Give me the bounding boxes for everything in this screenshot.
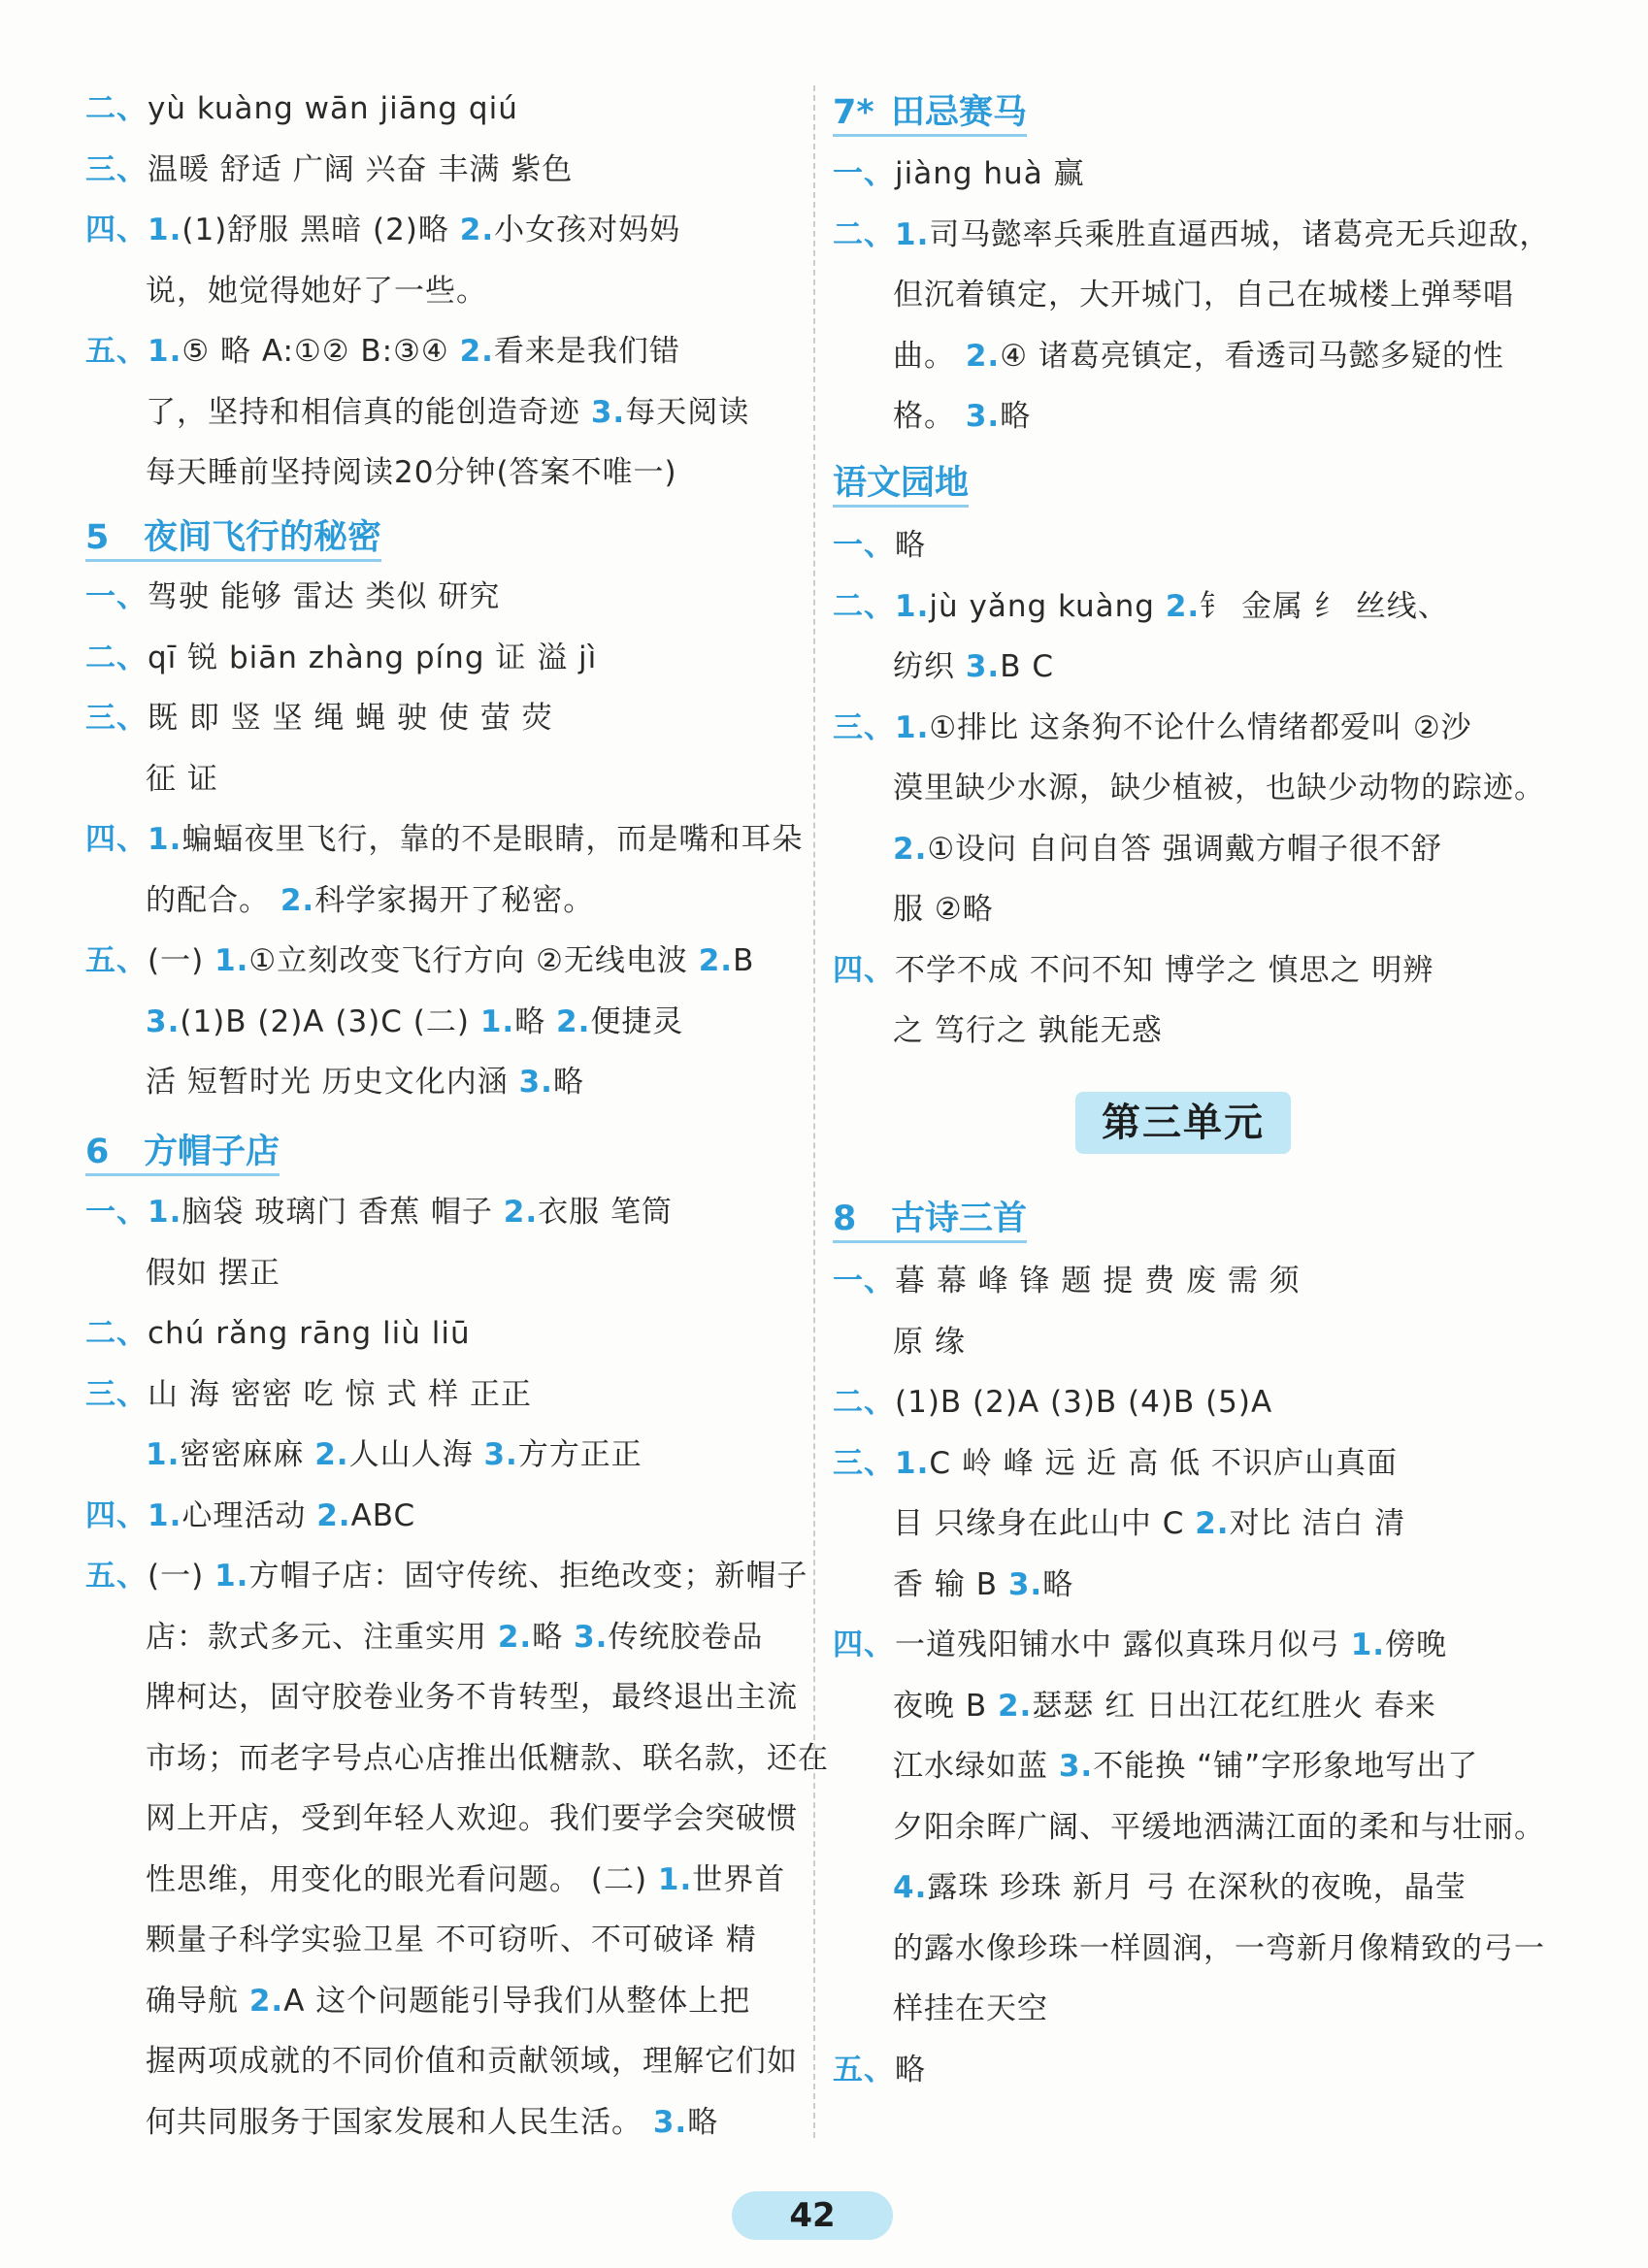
answer-line	[833, 1260, 1301, 1302]
answer-text: 原 缘	[893, 1324, 966, 1360]
lesson-title: 方帽子店	[144, 1133, 280, 1171]
item-marker: 3.	[574, 1619, 609, 1655]
answer-text: 略	[895, 528, 926, 563]
item-marker: 二、1.	[833, 588, 930, 624]
item-marker: 一、	[833, 156, 895, 191]
item-marker: 1.	[146, 1437, 181, 1472]
item-marker: 三、	[85, 701, 148, 736]
lesson-title: 古诗三首	[891, 1200, 1028, 1238]
item-marker: 三、1.	[833, 709, 930, 745]
answer-text: 不学不成 不问不知 博学之 慎思之 明辨	[895, 952, 1434, 988]
item-marker: 1.	[657, 1861, 693, 1897]
item-marker: 1.	[479, 1003, 515, 1039]
item-marker: 一、	[833, 1264, 895, 1298]
lesson-heading-text	[833, 464, 969, 508]
answer-line	[833, 152, 1085, 195]
item-marker: 2.	[1165, 588, 1201, 624]
item-marker: 4.	[893, 1870, 928, 1905]
answer-line	[833, 949, 1434, 992]
answer-line	[146, 451, 677, 494]
answer-line	[85, 1191, 673, 1233]
answer-text: 的露水像珍珠一样圆润，一弯新月像精致的弓一	[893, 1930, 1545, 1966]
answer-line	[85, 818, 803, 861]
answer-line	[893, 335, 1504, 378]
answer-text: 颗量子科学实验卫星 不可窃听、不可破译 精	[146, 1923, 757, 1957]
answer-text: 目 只缘身在此山中 C	[893, 1506, 1185, 1541]
item-marker: 2.	[316, 1497, 351, 1533]
answer-text: 小女孩对妈妈	[494, 213, 681, 247]
answer-line	[146, 1001, 683, 1043]
answer-text: 之 笃行之 孰能无惑	[893, 1013, 1163, 1048]
answer-text: (一)	[148, 943, 205, 978]
answer-text: 看来是我们错	[493, 334, 680, 369]
answer-text: 蝙蝠夜里飞行，靠的不是眼睛，而是嘴和耳朵	[181, 822, 804, 857]
item-marker: 3.	[965, 649, 1001, 684]
answer-text: 格。	[893, 399, 955, 434]
item-marker: 2.	[1195, 1506, 1230, 1541]
lesson-heading-text	[833, 93, 1027, 137]
answer-text: 传统胶卷品	[608, 1619, 764, 1655]
item-marker: 五、	[85, 1559, 148, 1594]
answer-text: 露珠 珍珠 新月 弓 在深秋的夜晚，晶莹	[927, 1870, 1467, 1905]
answer-text: (1)B (2)A (3)C (二)	[180, 1003, 470, 1039]
answer-text: 了，坚持和相信真的能创造奇迹	[146, 394, 580, 430]
answer-text: 暮 幕 峰 锋 题 提 费 废 需 须	[895, 1264, 1301, 1298]
unit-heading: 第三单元	[1075, 1092, 1291, 1154]
answer-line	[893, 1745, 1478, 1788]
item-marker: 二、	[833, 1385, 895, 1420]
answer-text: (1)舒服 黑暗 (2)略	[181, 213, 449, 247]
answer-text: 香 输 B	[893, 1566, 998, 1602]
answer-text: yù kuàng wān jiāng qiú	[148, 91, 518, 126]
answer-line	[146, 1433, 643, 1476]
answer-line	[146, 391, 749, 434]
item-marker: 1.	[214, 1559, 249, 1594]
answer-text: 瑟瑟 红 日出江花红胜火 春来	[1032, 1688, 1436, 1724]
answer-text: 江水绿如蓝	[893, 1749, 1048, 1784]
answer-text: 脑袋 玻璃门 香蕉 帽子	[181, 1195, 493, 1230]
answer-text: 方方正正	[517, 1437, 643, 1472]
answer-line	[893, 1927, 1545, 1970]
answer-line	[146, 1737, 829, 1780]
answer-line	[85, 1495, 415, 1537]
answer-line	[893, 1866, 1467, 1909]
answer-line	[893, 767, 1545, 809]
page-number: 42	[732, 2191, 893, 2240]
answer-text: qī 锐 biān zhàng píng 证 溢 jì	[148, 640, 598, 675]
answer-line	[85, 330, 680, 373]
lesson-heading	[833, 1196, 1027, 1242]
answer-text: A 这个问题能引导我们从整体上把	[283, 1983, 751, 2019]
answer-text: jù yǎng kuàng	[929, 588, 1155, 624]
item-marker: 一、	[85, 579, 148, 614]
answer-line	[85, 637, 597, 679]
answer-text: 漠里缺少水源，缺少植被，也缺少动物的踪迹。	[893, 771, 1545, 805]
answer-text: 温暖 舒适 广阔 兴奋 丰满 紫色	[148, 151, 574, 187]
item-marker: 一、	[833, 528, 895, 563]
item-marker: 2.	[893, 831, 928, 867]
item-marker: 2.	[698, 943, 734, 978]
item-marker: 1.	[214, 943, 249, 978]
answer-line	[833, 585, 1449, 628]
answer-line	[85, 1555, 808, 1597]
answer-line	[146, 1676, 798, 1719]
lesson-title: 夜间飞行的秘密	[144, 518, 382, 557]
answer-text: 确导航	[146, 1983, 239, 2019]
answer-line	[146, 2101, 718, 2144]
item-marker: 2.	[997, 1688, 1033, 1724]
item-marker: 2.	[248, 1983, 284, 2019]
answer-line	[833, 2049, 926, 2091]
answer-line	[833, 214, 1550, 256]
answer-line	[146, 270, 487, 312]
answer-line	[146, 1252, 280, 1295]
answer-text: 纺织	[893, 649, 955, 684]
answer-text: 征 证	[146, 761, 218, 797]
answer-text: 方帽子店：固守传统、拒绝改变；新帽子	[248, 1559, 808, 1594]
item-marker: 1.	[1350, 1627, 1386, 1662]
item-marker: 二、	[85, 91, 148, 126]
item-marker: 二、	[85, 640, 148, 675]
item-marker: 五、	[85, 943, 148, 978]
column-divider	[813, 85, 815, 2138]
item-marker: 四、	[833, 1627, 895, 1662]
item-marker: 2.	[497, 1619, 533, 1655]
answer-line	[85, 575, 500, 618]
answer-line	[893, 395, 1031, 438]
item-marker: 3.	[652, 2104, 688, 2140]
answer-text: 握两项成就的不同价值和贡献领域，理解它们如	[146, 2044, 798, 2079]
item-marker: 2.	[556, 1003, 591, 1039]
answer-text: 略	[687, 2104, 719, 2140]
item-marker: 3.	[146, 1003, 181, 1039]
item-marker: 3.	[1058, 1749, 1094, 1784]
answer-line	[146, 1919, 757, 1961]
item-marker: 3.	[1007, 1566, 1043, 1602]
answer-text: 性思维，用变化的眼光看问题。 (二)	[146, 1861, 648, 1897]
answer-text: 心理活动	[181, 1497, 307, 1533]
item-marker: 2.	[314, 1437, 349, 1472]
answer-line	[893, 1009, 1163, 1052]
answer-text: 略	[514, 1003, 546, 1039]
answer-line	[85, 87, 518, 130]
answer-line	[85, 148, 573, 191]
answer-text: ④ 诸葛亮镇定，看透司马懿多疑的性	[1000, 338, 1504, 374]
answer-text: (1)B (2)A (3)B (4)B (5)A	[895, 1385, 1273, 1420]
item-marker: 2.	[459, 213, 495, 247]
answer-line	[833, 1381, 1272, 1424]
lesson-heading-text	[85, 1133, 280, 1176]
answer-line	[146, 1616, 763, 1659]
item-marker: 五、1.	[85, 334, 182, 369]
answer-text: 略	[895, 2052, 926, 2087]
answer-line	[146, 2040, 798, 2083]
lesson-number: 5	[85, 518, 110, 557]
item-marker: 五、	[833, 2052, 895, 2087]
answer-line	[893, 1563, 1073, 1606]
answer-text: 人山人海	[348, 1437, 474, 1472]
item-marker: 三、1.	[833, 1445, 930, 1481]
answer-line	[146, 758, 218, 801]
answer-line	[893, 888, 994, 931]
answer-text: 店：款式多元、注重实用	[146, 1619, 487, 1655]
answer-text: 略	[532, 1619, 564, 1655]
answer-line	[893, 274, 1514, 316]
answer-text: 傍晚	[1385, 1627, 1448, 1662]
answer-line	[146, 1858, 785, 1901]
answer-text: 密密麻麻	[180, 1437, 305, 1472]
answer-text: 每天阅读	[625, 394, 750, 430]
answer-line	[893, 1321, 966, 1364]
answer-line	[893, 1685, 1436, 1727]
lesson-number: 6	[85, 1133, 110, 1171]
item-marker: 3.	[590, 394, 626, 430]
answer-text: ⑤ 略 A:①② B:③④	[181, 334, 449, 369]
lesson-heading-text	[833, 1200, 1027, 1243]
lesson-heading	[833, 89, 1027, 136]
answer-line	[146, 1061, 584, 1103]
answer-text: 样挂在天空	[893, 1991, 1048, 2026]
answer-text: C 岭 峰 远 近 高 低 不识庐山真面	[929, 1445, 1398, 1481]
answer-text: 活 短暂时光 历史文化内涵	[146, 1065, 509, 1100]
answer-line	[833, 1624, 1447, 1666]
item-marker: 二、	[85, 1316, 148, 1351]
answer-text: jiàng huà 赢	[895, 156, 1085, 191]
lesson-number: 8	[833, 1200, 857, 1238]
answer-text: 略	[552, 1065, 584, 1100]
answer-line	[146, 1797, 798, 1840]
answer-line	[146, 1980, 750, 2022]
item-marker: 3.	[518, 1065, 553, 1100]
answer-text: 便捷灵	[590, 1003, 684, 1039]
answer-line	[893, 1502, 1405, 1545]
answer-line	[893, 828, 1442, 871]
answer-line	[85, 697, 553, 740]
answer-text: 说，她觉得她好了一些。	[146, 273, 487, 309]
answer-text: 网上开店，受到年轻人欢迎。我们要学会突破惯	[146, 1801, 798, 1836]
answer-text: 一道残阳铺水中 露似真珠月似弓	[895, 1627, 1340, 1662]
item-marker: 2.	[965, 338, 1001, 374]
lesson-heading-text	[85, 518, 381, 562]
item-marker: 三、	[85, 1376, 148, 1412]
answer-text: 夕阳余晖广阔、平缓地洒满江面的柔和与壮丽。	[893, 1809, 1545, 1845]
lesson-title: 田忌赛马	[891, 93, 1028, 132]
answer-text: 略	[1000, 399, 1032, 434]
item-marker: 2.	[280, 882, 315, 918]
item-marker: 三、	[85, 151, 148, 187]
lesson-heading	[85, 1129, 280, 1175]
answer-line	[893, 1988, 1048, 2030]
answer-text: B C	[1000, 649, 1054, 684]
answer-text: 司马懿率兵乘胜直逼西城，诸葛亮无兵迎敌，	[929, 216, 1551, 252]
item-marker: 3.	[965, 399, 1001, 434]
answer-line	[833, 707, 1472, 749]
answer-text: 不能换 “铺”字形象地写出了	[1093, 1749, 1479, 1784]
item-marker: 2.	[459, 334, 494, 369]
answer-text: 夜晚 B	[893, 1688, 988, 1724]
answer-text: 驾驶 能够 雷达 类似 研究	[148, 579, 501, 614]
answer-line	[833, 524, 926, 567]
answer-text: 牌柯达，固守胶卷业务不肯转型，最终退出主流	[146, 1680, 798, 1715]
item-marker: 四、1.	[85, 213, 182, 247]
answer-text: 钅 金属 纟 丝线、	[1200, 588, 1449, 624]
answer-text: 市场；而老字号点心店推出低糖款、联名款，还在	[146, 1740, 829, 1776]
item-marker: 四、1.	[85, 822, 182, 857]
answer-text: 假如 摆正	[146, 1255, 280, 1291]
answer-line	[893, 645, 1054, 688]
answer-text: 山 海 密密 吃 惊 式 样 正正	[148, 1376, 532, 1412]
lesson-number: 7*	[833, 93, 874, 132]
item-marker: 二、1.	[833, 216, 930, 252]
item-marker: 2.	[503, 1195, 539, 1230]
answer-text: ①设问 自问自答 强调戴方帽子很不舒	[927, 831, 1442, 867]
answer-line	[833, 1442, 1398, 1485]
answer-text: ①立刻改变飞行方向 ②无线电波	[248, 943, 688, 978]
answer-text: 的配合。	[146, 882, 270, 918]
answer-line	[85, 939, 754, 982]
answer-text: 每天睡前坚持阅读20分钟(答案不唯一)	[146, 455, 677, 490]
item-marker: 一、1.	[85, 1195, 182, 1230]
answer-line	[85, 209, 680, 251]
answer-text: 世界首	[692, 1861, 786, 1897]
answer-text: 略	[1042, 1566, 1074, 1602]
answer-text: 但沉着镇定，大开城门，自己在城楼上弹琴唱	[893, 278, 1514, 312]
answer-text: 衣服 笔筒	[538, 1195, 673, 1230]
answer-text: (一)	[148, 1559, 205, 1594]
answer-text: 服 ②略	[893, 892, 994, 927]
answer-text: ①排比 这条狗不论什么情绪都爱叫 ②沙	[929, 709, 1472, 745]
lesson-title: 语文园地	[833, 464, 970, 503]
item-marker: 四、1.	[85, 1497, 182, 1533]
item-marker: 四、	[833, 952, 895, 988]
answer-line	[893, 1806, 1545, 1849]
answer-text: 曲。	[893, 338, 955, 374]
answer-text: B	[733, 943, 755, 978]
answer-line	[146, 879, 594, 922]
answer-text: 何共同服务于国家发展和人民生活。	[146, 2104, 643, 2140]
answer-text: 对比 洁白 清	[1229, 1506, 1406, 1541]
answer-text: ABC	[350, 1497, 416, 1533]
item-marker: 3.	[483, 1437, 518, 1472]
answer-text: 既 即 竖 坚 绳 蝇 驶 使 萤 荧	[148, 701, 553, 736]
answer-line	[85, 1373, 532, 1416]
lesson-heading	[85, 514, 381, 561]
answer-text: chú rǎng rāng liù liū	[148, 1316, 471, 1351]
answer-line	[85, 1312, 471, 1355]
lesson-heading	[833, 460, 969, 507]
answer-text: 科学家揭开了秘密。	[314, 882, 595, 918]
